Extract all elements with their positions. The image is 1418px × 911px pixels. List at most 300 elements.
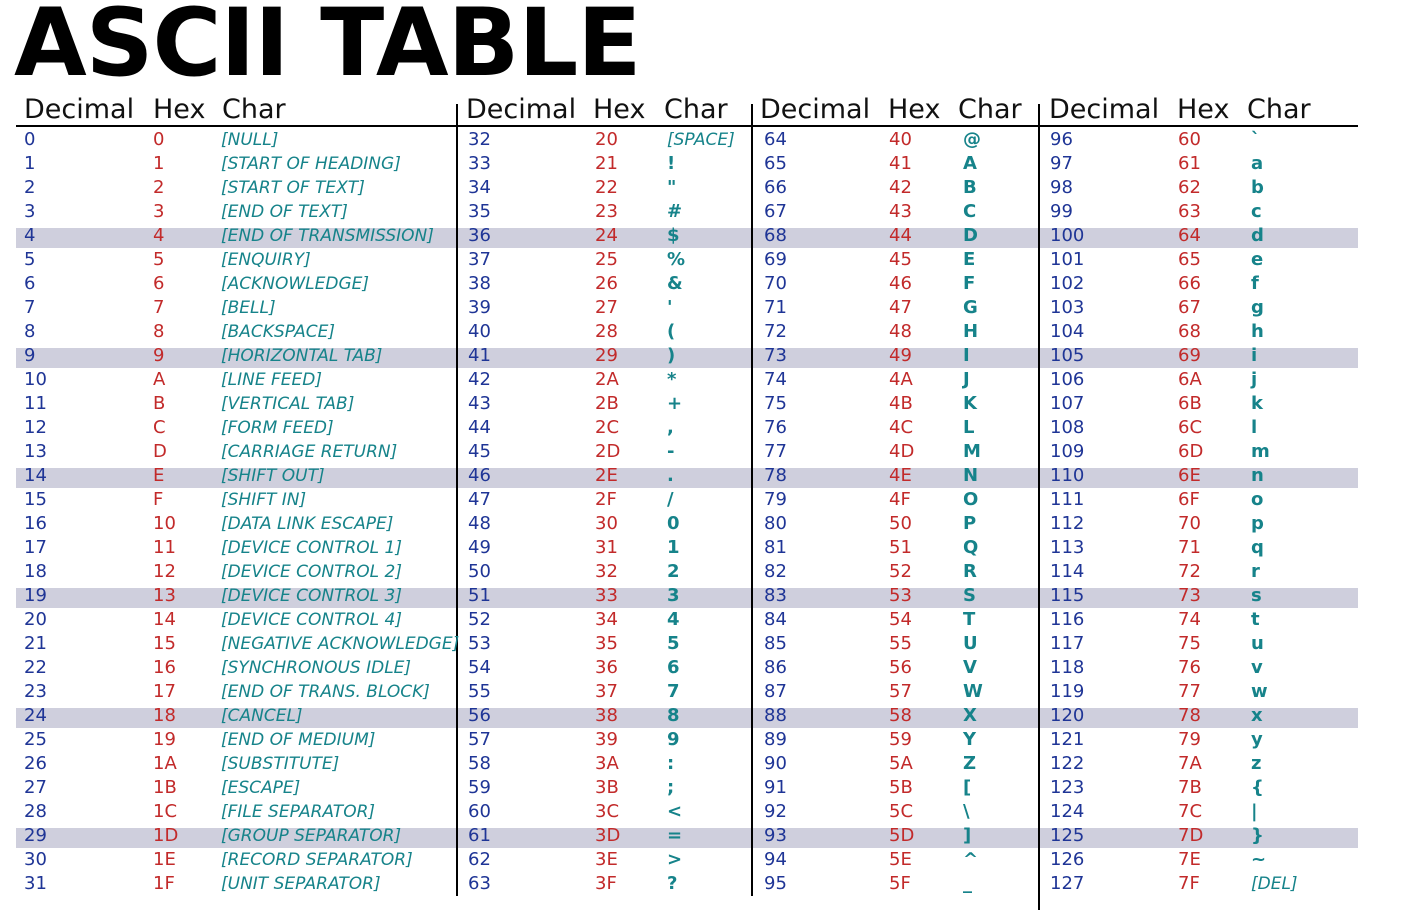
hex-value: 68	[1178, 321, 1201, 342]
char-value: h	[1251, 321, 1264, 342]
decimal-value: 67	[764, 201, 787, 222]
decimal-value: 55	[468, 681, 491, 702]
char-value: 8	[667, 705, 680, 726]
char-value: `	[1251, 129, 1260, 150]
decimal-value: 88	[764, 705, 787, 726]
page-title: ASCII TABLE	[14, 0, 641, 98]
decimal-value: 49	[468, 537, 491, 558]
hex-value: 3F	[595, 873, 617, 894]
decimal-value: 81	[764, 537, 787, 558]
char-value: :	[667, 753, 675, 774]
hex-value: 1A	[153, 753, 177, 774]
decimal-value: 123	[1050, 777, 1085, 798]
hex-value: 9	[153, 345, 165, 366]
hex-value: 15	[153, 633, 176, 654]
hex-value: 62	[1178, 177, 1201, 198]
hex-value: 40	[889, 129, 912, 150]
hex-value: 30	[595, 513, 618, 534]
char-value: Q	[963, 537, 979, 558]
header-decimal: Decimal	[24, 94, 135, 125]
hex-value: 76	[1178, 657, 1201, 678]
decimal-value: 65	[764, 153, 787, 174]
char-value: f	[1251, 273, 1259, 294]
hex-value: 3	[153, 201, 165, 222]
hex-value: 22	[595, 177, 618, 198]
char-value: (	[667, 321, 676, 342]
hex-value: 27	[595, 297, 618, 318]
char-value: D	[963, 225, 978, 246]
decimal-value: 91	[764, 777, 787, 798]
hex-value: 23	[595, 201, 618, 222]
char-value: '	[667, 297, 673, 318]
char-value: a	[1251, 153, 1264, 174]
control-char-name: [SYNCHRONOUS IDLE]	[221, 658, 412, 678]
header-char: Char	[222, 94, 286, 125]
decimal-value: 80	[764, 513, 787, 534]
hex-value: 55	[889, 633, 912, 654]
decimal-value: 85	[764, 633, 787, 654]
hex-value: 10	[153, 513, 176, 534]
decimal-value: 98	[1050, 177, 1073, 198]
hex-value: 56	[889, 657, 912, 678]
char-value: I	[963, 345, 970, 366]
hex-value: 67	[1178, 297, 1201, 318]
decimal-value: 61	[468, 825, 491, 846]
hex-value: 5C	[889, 801, 914, 822]
decimal-value: 90	[764, 753, 787, 774]
decimal-value: 79	[764, 489, 787, 510]
decimal-value: 58	[468, 753, 491, 774]
decimal-value: 113	[1050, 537, 1085, 558]
control-char-name: [NULL]	[221, 130, 279, 150]
decimal-value: 17	[24, 537, 47, 558]
decimal-value: 53	[468, 633, 491, 654]
char-value: B	[963, 177, 977, 198]
decimal-value: 117	[1050, 633, 1085, 654]
hex-value: 5	[153, 249, 165, 270]
decimal-value: 16	[24, 513, 47, 534]
hex-value: 48	[889, 321, 912, 342]
char-value: [	[963, 777, 972, 798]
control-char-name: [END OF MEDIUM]	[221, 730, 376, 750]
hex-value: 16	[153, 657, 176, 678]
hex-value: 6F	[1178, 489, 1200, 510]
decimal-value: 26	[24, 753, 47, 774]
decimal-value: 102	[1050, 273, 1085, 294]
char-value: ?	[667, 873, 678, 894]
char-value: K	[963, 393, 977, 414]
char-value: 6	[667, 657, 680, 678]
char-value: 4	[667, 609, 680, 630]
control-char-name: [FILE SEPARATOR]	[221, 802, 376, 822]
hex-value: 1E	[153, 849, 176, 870]
decimal-value: 105	[1050, 345, 1085, 366]
char-value: q	[1251, 537, 1264, 558]
decimal-value: 24	[24, 705, 47, 726]
hex-value: 4E	[889, 465, 912, 486]
hex-value: 33	[595, 585, 618, 606]
decimal-value: 119	[1050, 681, 1085, 702]
control-char-name: [START OF HEADING]	[221, 154, 401, 174]
hex-value: 5A	[889, 753, 913, 774]
char-value: )	[667, 345, 676, 366]
decimal-value: 33	[468, 153, 491, 174]
decimal-value: 92	[764, 801, 787, 822]
decimal-value: 125	[1050, 825, 1085, 846]
hex-value: 8	[153, 321, 165, 342]
decimal-value: 70	[764, 273, 787, 294]
decimal-value: 56	[468, 705, 491, 726]
hex-value: 6B	[1178, 393, 1202, 414]
decimal-value: 50	[468, 561, 491, 582]
decimal-value: 109	[1050, 441, 1085, 462]
highlight-row	[16, 468, 1358, 488]
decimal-value: 54	[468, 657, 491, 678]
hex-value: 5F	[889, 873, 911, 894]
decimal-value: 18	[24, 561, 47, 582]
hex-value: 58	[889, 705, 912, 726]
hex-value: 6E	[1178, 465, 1201, 486]
decimal-value: 21	[24, 633, 47, 654]
char-value: G	[963, 297, 978, 318]
char-value: A	[963, 153, 977, 174]
hex-value: 5D	[889, 825, 915, 846]
char-value: p	[1251, 513, 1264, 534]
char-value: S	[963, 585, 976, 606]
hex-value: 2	[153, 177, 165, 198]
char-value: v	[1251, 657, 1263, 678]
decimal-value: 46	[468, 465, 491, 486]
hex-value: 69	[1178, 345, 1201, 366]
control-char-name: [END OF TRANSMISSION]	[221, 226, 434, 246]
hex-value: 34	[595, 609, 618, 630]
hex-value: 70	[1178, 513, 1201, 534]
column-separator	[456, 104, 458, 896]
char-value: 9	[667, 729, 680, 750]
hex-value: 2D	[595, 441, 621, 462]
decimal-value: 99	[1050, 201, 1073, 222]
char-value: 2	[667, 561, 680, 582]
decimal-value: 23	[24, 681, 47, 702]
decimal-value: 3	[24, 201, 36, 222]
char-value: n	[1251, 465, 1264, 486]
decimal-value: 118	[1050, 657, 1085, 678]
char-value: X	[963, 705, 977, 726]
decimal-value: 43	[468, 393, 491, 414]
control-char-name: [DEL]	[1251, 874, 1298, 894]
decimal-value: 7	[24, 297, 36, 318]
decimal-value: 51	[468, 585, 491, 606]
hex-value: 59	[889, 729, 912, 750]
control-char-name: [START OF TEXT]	[221, 178, 365, 198]
decimal-value: 95	[764, 873, 787, 894]
decimal-value: 108	[1050, 417, 1085, 438]
control-char-name: [FORM FEED]	[221, 418, 334, 438]
char-value: R	[963, 561, 977, 582]
control-char-name: [SHIFT IN]	[221, 490, 307, 510]
hex-value: 1B	[153, 777, 177, 798]
header-hex: Hex	[153, 94, 206, 125]
char-value: H	[963, 321, 979, 342]
char-value: |	[1251, 801, 1258, 822]
decimal-value: 19	[24, 585, 47, 606]
decimal-value: 28	[24, 801, 47, 822]
hex-value: 39	[595, 729, 618, 750]
hex-value: B	[153, 393, 166, 414]
char-value: ^	[963, 849, 979, 870]
hex-value: 6	[153, 273, 165, 294]
char-value: M	[963, 441, 981, 462]
decimal-value: 1	[24, 153, 36, 174]
decimal-value: 5	[24, 249, 36, 270]
highlight-row	[16, 828, 1358, 848]
hex-value: 1	[153, 153, 165, 174]
hex-value: 2A	[595, 369, 619, 390]
decimal-value: 83	[764, 585, 787, 606]
hex-value: 78	[1178, 705, 1201, 726]
header-char: Char	[1247, 94, 1311, 125]
decimal-value: 100	[1050, 225, 1085, 246]
hex-value: 44	[889, 225, 912, 246]
char-value: =	[667, 825, 683, 846]
decimal-value: 36	[468, 225, 491, 246]
decimal-value: 104	[1050, 321, 1085, 342]
decimal-value: 34	[468, 177, 491, 198]
control-char-name: [DEVICE CONTROL 3]	[221, 586, 402, 606]
char-value: w	[1251, 681, 1268, 702]
char-value: %	[667, 249, 686, 270]
header-decimal: Decimal	[466, 94, 577, 125]
hex-value: 63	[1178, 201, 1201, 222]
hex-value: 4	[153, 225, 165, 246]
decimal-value: 15	[24, 489, 47, 510]
decimal-value: 112	[1050, 513, 1085, 534]
hex-value: 35	[595, 633, 618, 654]
hex-value: 6A	[1178, 369, 1202, 390]
control-char-name: [SPACE]	[667, 130, 735, 150]
decimal-value: 64	[764, 129, 787, 150]
char-value: #	[667, 201, 683, 222]
hex-value: A	[153, 369, 166, 390]
column-separator	[1038, 104, 1040, 910]
char-value: P	[963, 513, 977, 534]
char-value: <	[667, 801, 683, 822]
char-value: g	[1251, 297, 1264, 318]
char-value: x	[1251, 705, 1263, 726]
hex-value: 42	[889, 177, 912, 198]
decimal-value: 89	[764, 729, 787, 750]
decimal-value: 86	[764, 657, 787, 678]
decimal-value: 78	[764, 465, 787, 486]
control-char-name: [ACKNOWLEDGE]	[221, 274, 370, 294]
decimal-value: 44	[468, 417, 491, 438]
decimal-value: 41	[468, 345, 491, 366]
hex-value: 65	[1178, 249, 1201, 270]
highlight-row	[16, 588, 1358, 608]
hex-value: C	[153, 417, 166, 438]
decimal-value: 40	[468, 321, 491, 342]
header-char: Char	[958, 94, 1022, 125]
hex-value: 13	[153, 585, 176, 606]
control-char-name: [UNIT SEPARATOR]	[221, 874, 381, 894]
control-char-name: [END OF TEXT]	[221, 202, 348, 222]
char-value: V	[963, 657, 977, 678]
decimal-value: 57	[468, 729, 491, 750]
hex-value: 3E	[595, 849, 618, 870]
hex-value: 79	[1178, 729, 1201, 750]
hex-value: 50	[889, 513, 912, 534]
hex-value: 54	[889, 609, 912, 630]
control-char-name: [DEVICE CONTROL 1]	[221, 538, 402, 558]
hex-value: 5B	[889, 777, 913, 798]
char-value: L	[963, 417, 975, 438]
decimal-value: 84	[764, 609, 787, 630]
decimal-value: 14	[24, 465, 47, 486]
highlight-row	[16, 228, 1358, 248]
hex-value: 66	[1178, 273, 1201, 294]
decimal-value: 39	[468, 297, 491, 318]
hex-value: 45	[889, 249, 912, 270]
decimal-value: 22	[24, 657, 47, 678]
hex-value: 28	[595, 321, 618, 342]
hex-value: 20	[595, 129, 618, 150]
decimal-value: 8	[24, 321, 36, 342]
hex-value: 0	[153, 129, 165, 150]
hex-value: 4D	[889, 441, 915, 462]
char-value: 5	[667, 633, 680, 654]
hex-value: 53	[889, 585, 912, 606]
char-value: $	[667, 225, 680, 246]
decimal-value: 30	[24, 849, 47, 870]
char-value: d	[1251, 225, 1264, 246]
decimal-value: 97	[1050, 153, 1073, 174]
hex-value: 2C	[595, 417, 620, 438]
char-value: J	[963, 369, 970, 390]
decimal-value: 71	[764, 297, 787, 318]
hex-value: 41	[889, 153, 912, 174]
char-value: -	[667, 441, 675, 462]
decimal-value: 87	[764, 681, 787, 702]
decimal-value: 72	[764, 321, 787, 342]
decimal-value: 127	[1050, 873, 1085, 894]
char-value: *	[667, 369, 677, 390]
decimal-value: 6	[24, 273, 36, 294]
hex-value: 6C	[1178, 417, 1203, 438]
decimal-value: 93	[764, 825, 787, 846]
hex-value: 3C	[595, 801, 620, 822]
decimal-value: 60	[468, 801, 491, 822]
control-char-name: [ENQUIRY]	[221, 250, 311, 270]
decimal-value: 4	[24, 225, 36, 246]
decimal-value: 68	[764, 225, 787, 246]
hex-value: 24	[595, 225, 618, 246]
char-value: u	[1251, 633, 1264, 654]
char-value: O	[963, 489, 979, 510]
hex-value: 12	[153, 561, 176, 582]
header-hex: Hex	[1177, 94, 1230, 125]
control-char-name: [LINE FEED]	[221, 370, 322, 390]
decimal-value: 63	[468, 873, 491, 894]
char-value: r	[1251, 561, 1260, 582]
char-value: c	[1251, 201, 1262, 222]
control-char-name: [DATA LINK ESCAPE]	[221, 514, 394, 534]
char-value: E	[963, 249, 976, 270]
control-char-name: [HORIZONTAL TAB]	[221, 346, 383, 366]
char-value: _	[963, 873, 972, 894]
hex-value: 5E	[889, 849, 912, 870]
hex-value: 7A	[1178, 753, 1202, 774]
hex-value: 14	[153, 609, 176, 630]
char-value: T	[963, 609, 976, 630]
hex-value: 4C	[889, 417, 914, 438]
hex-value: 60	[1178, 129, 1201, 150]
char-value: ,	[667, 417, 674, 438]
decimal-value: 106	[1050, 369, 1085, 390]
decimal-value: 114	[1050, 561, 1085, 582]
char-value: /	[667, 489, 674, 510]
char-value: m	[1251, 441, 1270, 462]
hex-value: 75	[1178, 633, 1201, 654]
hex-value: 36	[595, 657, 618, 678]
decimal-value: 11	[24, 393, 47, 414]
char-value: \	[963, 801, 970, 822]
decimal-value: 73	[764, 345, 787, 366]
decimal-value: 120	[1050, 705, 1085, 726]
char-value: W	[963, 681, 983, 702]
header-decimal: Decimal	[1049, 94, 1160, 125]
char-value: @	[963, 129, 981, 150]
char-value: 7	[667, 681, 680, 702]
hex-value: 71	[1178, 537, 1201, 558]
char-value: ;	[667, 777, 675, 798]
decimal-value: 27	[24, 777, 47, 798]
hex-value: 7D	[1178, 825, 1204, 846]
header-decimal: Decimal	[760, 94, 871, 125]
decimal-value: 48	[468, 513, 491, 534]
hex-value: 11	[153, 537, 176, 558]
control-char-name: [SHIFT OUT]	[221, 466, 325, 486]
hex-value: 38	[595, 705, 618, 726]
hex-value: 52	[889, 561, 912, 582]
char-value: k	[1251, 393, 1263, 414]
decimal-value: 31	[24, 873, 47, 894]
decimal-value: 75	[764, 393, 787, 414]
hex-value: 25	[595, 249, 618, 270]
char-value: +	[667, 393, 683, 414]
hex-value: 57	[889, 681, 912, 702]
control-char-name: [DEVICE CONTROL 2]	[221, 562, 402, 582]
hex-value: 43	[889, 201, 912, 222]
hex-value: 31	[595, 537, 618, 558]
decimal-value: 62	[468, 849, 491, 870]
decimal-value: 74	[764, 369, 787, 390]
decimal-value: 121	[1050, 729, 1085, 750]
char-value: 1	[667, 537, 680, 558]
char-value: F	[963, 273, 976, 294]
char-value: t	[1251, 609, 1260, 630]
hex-value: 21	[595, 153, 618, 174]
header-hex: Hex	[888, 94, 941, 125]
char-value: y	[1251, 729, 1263, 750]
char-value: 3	[667, 585, 680, 606]
decimal-value: 10	[24, 369, 47, 390]
decimal-value: 59	[468, 777, 491, 798]
decimal-value: 66	[764, 177, 787, 198]
hex-value: 49	[889, 345, 912, 366]
char-value: b	[1251, 177, 1264, 198]
hex-value: F	[153, 489, 164, 510]
decimal-value: 52	[468, 609, 491, 630]
